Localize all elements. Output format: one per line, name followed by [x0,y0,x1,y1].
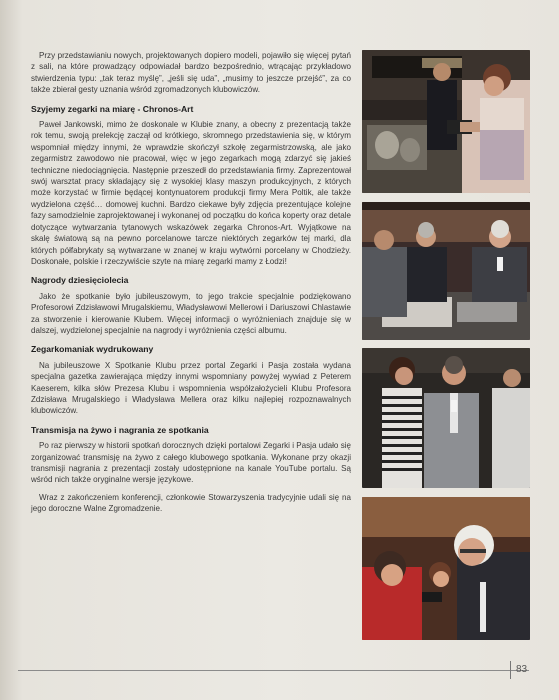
section-heading-printed: Zegarkomaniak wydrukowany [31,344,154,355]
photo-men-at-table [362,202,530,340]
folio-divider [510,661,511,679]
page-number: 83 [516,664,528,675]
section-paragraph-awards: Jako że spotkanie było jubileuszowym, to jego trakcie specjalnie podziękowano Profesorowi Zdzisławowi Mrugalskiemu, Władysławowi Mellerowi i Dariuszowi Chlastawie za stworzenie i kierowanie Klubem. Więcej informacji o wyróżnieniach znajduje się w dalszej, wydzielonej specjalnie na nagrody i wyróżnienia części albumu. [31,291,351,335]
section-paragraph-broadcast-2: Wraz z zakończeniem konferencji, członkowie Stowarzyszenia tradycyjnie udali się na jego doroczne Walne Zgromadzenie. [31,492,351,514]
photo-group-looking-at-phone [362,497,530,640]
footer-rule [18,670,529,671]
intro-paragraph: Przy przedstawianiu nowych, projektowanych dopiero modeli, pojawiło się więcej pytań z sali, na które prowadzący odpowiadał bardzo bezpośrednio, wtrącając przykładowo stwierdzenia typu: „tak teraz myślę”, „jeśli się uda”, „musimy to jeszcze przejść”, za co także zbierał gesty uznania wśród zgromadzonych klubowiczów. [31,51,351,95]
article-text [31,50,351,521]
section-paragraph-broadcast-1: Po raz pierwszy w historii spotkań dorocznych dzięki portalowi Zegarki i Pasja udało się zorganizować transmisję na żywo z całego klubowego spotkania. Wykonane przy okazji transmisji nagrania z prezentacji zostały udostępnione na kanale YouTube portalu. Są wśród nich także oryginalne wersje językowe. [31,441,351,485]
section-heading-awards: Nagrody dziesięciolecia [31,275,129,286]
section-heading-chronos: Szyjemy zegarki na miarę - Chronos-Art [31,103,194,114]
section-paragraph-printed: Na jubileuszowe X Spotkanie Klubu przez portal Zegarki i Pasja została wydana specjalna gazetka zawierająca między innymi wspomniany powyżej wywiad z Peterem Kaeserem, kilka słów Prezesa Klubu i wspomnienia współzałożycieli Klubu Profesora Zdzisława Mrugalskiego i Władysława Mellera oraz kilku najlepiej rozpoznawalnych klubowiczów. [31,360,351,416]
photo-woman-and-man-standing [362,348,530,488]
photo-woman-photographing-display [362,50,530,193]
section-heading-broadcast: Transmisja na żywo i nagrania ze spotkania [31,424,209,435]
section-paragraph-chronos: Paweł Jankowski, mimo że doskonale w Klubie znany, a obecny z prezentacją także rok temu, swoją prelekcję zaczął od krótkiego, skromnego przedstawienia się, w którym wspomniał między innymi, że wprawdzie skończył szkołę zegarmistrzowską, ale jako zegarmistrz zawodowo nie pracował, więc w jego zegarkach mogą zdarzyć się jakieś techniczne niedociągnięcia. Następnie przeszedł do przedstawiania firmy. Zaprezentował swój warsztat pracy składający się z wysokiej klasy maszyn produkcyjnych, z których może korzystać w firmie będącej kontynuatorem produkcji firmy Mera Poltik, ale także wydzielona część… domowej kuchni. Bardzo ciekawe były zdjęcia prezentujące kolejne fazy samodzielnie zaprojektowanej i wykonanej od początku do końca koperty oraz detale dotyczące wytwarzania tytanowych wskazówek zegarka Chronos-Art. Wyjątkowe na skalę światową są na pewno porcelanowe tarcze niektórych zegarków tej marki, dla których półfabrykaty są wytwarzane w znanej w kraju wytwórni porcelany w Chodzieży. Doskonałe, polskie i rzeczywiście szyte na miarę zegarki mamy z Łodzi! [31,120,351,266]
